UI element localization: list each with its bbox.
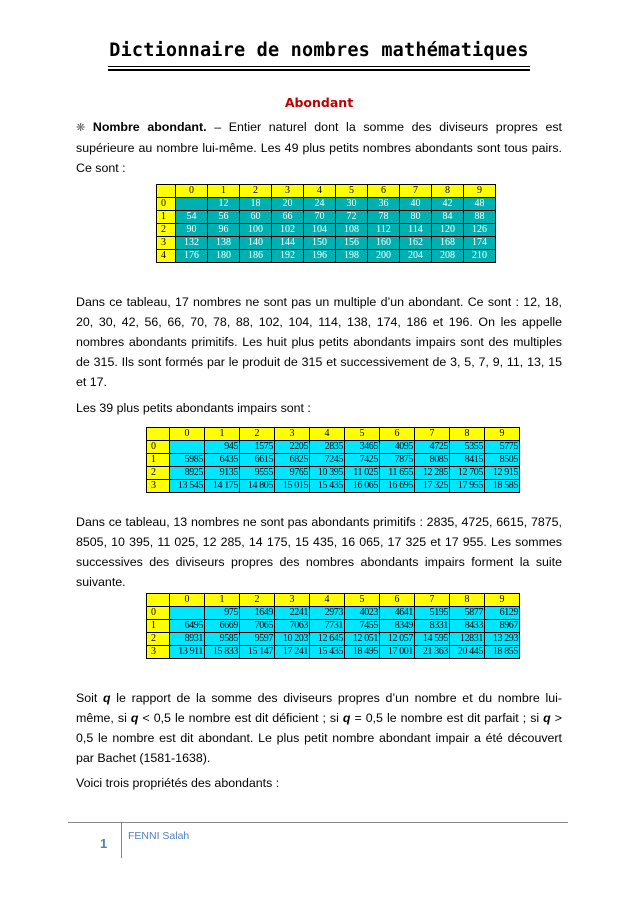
table-cell: 2241: [275, 607, 310, 620]
table-cell: 6615: [240, 454, 275, 467]
table-cell: 162: [400, 237, 432, 250]
table-cell: 8085: [415, 454, 450, 467]
table-cell: 150: [304, 237, 336, 250]
table-cell: [170, 607, 205, 620]
column-header: 7: [415, 428, 450, 441]
paragraph-properties: Voici trois propriétés des abondants :: [76, 776, 280, 790]
paragraph-ratio: [76, 688, 562, 768]
table-cell: 1649: [240, 607, 275, 620]
header-row: [147, 428, 520, 441]
column-header: 8: [450, 594, 485, 607]
table-cell: 36: [368, 198, 400, 211]
table-cell: 6669: [205, 620, 240, 633]
row-header: 0: [147, 441, 170, 454]
table-cell: 100: [240, 224, 272, 237]
table-cell: 12 645: [310, 633, 345, 646]
table-cell: 160: [368, 237, 400, 250]
column-header: 2: [240, 185, 272, 198]
table-cell: 88: [464, 211, 496, 224]
table-cell: 18 495: [345, 646, 380, 659]
table-cell: 8931: [170, 633, 205, 646]
q-var: q: [543, 711, 551, 725]
table-cell: 15 015: [275, 480, 310, 493]
table-cell: 66: [272, 211, 304, 224]
q-var: q: [103, 691, 111, 705]
table-cell: 9585: [205, 633, 240, 646]
table-cell: 126: [464, 224, 496, 237]
table-cell: 108: [336, 224, 368, 237]
ratio-text-1: Soit: [76, 691, 104, 705]
title-container: [0, 40, 638, 61]
table-cell: 200: [368, 250, 400, 263]
table-row: [157, 250, 496, 263]
column-header: 0: [170, 594, 205, 607]
table-cell: 174: [464, 237, 496, 250]
column-header: 7: [415, 594, 450, 607]
table-cell: 975: [205, 607, 240, 620]
table-cell: 7065: [240, 620, 275, 633]
table-cell: 5775: [485, 441, 520, 454]
table-cell: 12831: [450, 633, 485, 646]
column-header: 0: [176, 185, 208, 198]
paragraph-odd-intro: Les 39 plus petits abondants impairs sont :: [76, 401, 311, 415]
abundant-table: [156, 184, 496, 263]
table-cell: 196: [304, 250, 336, 263]
table-cell: [176, 198, 208, 211]
table-cell: 15 435: [310, 480, 345, 493]
column-header: 5: [336, 185, 368, 198]
column-header: 1: [208, 185, 240, 198]
q-var: q: [342, 711, 351, 725]
table-cell: 168: [432, 237, 464, 250]
row-header: 1: [147, 454, 170, 467]
table-cell: 54: [176, 211, 208, 224]
table-cell: 8925: [170, 467, 205, 480]
table-cell: 2973: [310, 607, 345, 620]
table-cell: 7455: [345, 620, 380, 633]
table-cell: 204: [400, 250, 432, 263]
table-cell: 17 001: [380, 646, 415, 659]
table-cell: 13 545: [170, 480, 205, 493]
divisor-sums-table: [146, 593, 520, 659]
footer-rule: [68, 822, 568, 823]
column-header: 7: [400, 185, 432, 198]
page-title: Dictionnaire de nombres mathématiques: [109, 40, 529, 61]
table-cell: 3465: [345, 441, 380, 454]
table-cell: 30: [336, 198, 368, 211]
row-header: 3: [147, 480, 170, 493]
table-cell: 20: [272, 198, 304, 211]
table-cell: 12 057: [380, 633, 415, 646]
table-cell: 114: [400, 224, 432, 237]
column-header: 8: [432, 185, 464, 198]
row-header: 0: [157, 198, 176, 211]
table-cell: 12 285: [415, 467, 450, 480]
section-heading: Abondant: [284, 95, 354, 110]
column-header: 6: [368, 185, 400, 198]
table-cell: 70: [304, 211, 336, 224]
table-cell: 90: [176, 224, 208, 237]
table-cell: 186: [240, 250, 272, 263]
intro-text: – Entier naturel dont la somme des diviseurs propres est supérieure au nombre lui-même. Les 49 plus petits nombres abondants sont tous pairs. Ce sont :: [76, 120, 562, 175]
header-row: [147, 594, 520, 607]
table-cell: 4095: [380, 441, 415, 454]
table-cell: 13 293: [485, 633, 520, 646]
table-cell: 2835: [310, 441, 345, 454]
row-header: 4: [157, 250, 176, 263]
row-header: 2: [147, 633, 170, 646]
table-cell: 138: [208, 237, 240, 250]
table-row: [147, 607, 520, 620]
row-header: 2: [157, 224, 176, 237]
table-cell: 5355: [450, 441, 485, 454]
column-header: 5: [345, 428, 380, 441]
table-row: [147, 441, 520, 454]
table-cell: 5877: [450, 607, 485, 620]
row-header: 1: [147, 620, 170, 633]
column-header: 1: [205, 594, 240, 607]
table-cell: 4023: [345, 607, 380, 620]
footer-divider: [121, 822, 122, 858]
table-cell: 96: [208, 224, 240, 237]
table-row: [157, 198, 496, 211]
table-cell: 7425: [345, 454, 380, 467]
ratio-text-5: > 0,5 le nombre est dit abondant. Le plus petit nombre abondant impair a été découvert par Bachet (1581-1638).: [76, 711, 563, 765]
table-cell: 192: [272, 250, 304, 263]
table-cell: 15 833: [205, 646, 240, 659]
column-header: 6: [380, 428, 415, 441]
ratio-text-3: < 0,5 le nombre est dit déficient ; si: [138, 711, 343, 725]
table-cell: 40: [400, 198, 432, 211]
table-row: [147, 454, 520, 467]
column-header: 4: [310, 594, 345, 607]
column-header: 9: [485, 594, 520, 607]
table-cell: 17 241: [275, 646, 310, 659]
row-header: 3: [157, 237, 176, 250]
title-underline: [108, 66, 530, 67]
table-cell: 945: [205, 441, 240, 454]
table-cell: 12: [208, 198, 240, 211]
table-cell: 7731: [310, 620, 345, 633]
column-header: 2: [240, 428, 275, 441]
table-cell: 78: [368, 211, 400, 224]
table-cell: 5985: [170, 454, 205, 467]
table-cell: 8967: [485, 620, 520, 633]
bullet-icon: ❋: [76, 122, 86, 134]
table-cell: 14 595: [415, 633, 450, 646]
column-header: 3: [275, 428, 310, 441]
table-cell: 4641: [380, 607, 415, 620]
table-cell: 21 363: [415, 646, 450, 659]
table-cell: 5195: [415, 607, 450, 620]
corner-cell: [157, 185, 176, 198]
table-cell: 12 705: [450, 467, 485, 480]
column-header: 9: [464, 185, 496, 198]
table-cell: 9135: [205, 467, 240, 480]
table-cell: 56: [208, 211, 240, 224]
table-cell: 156: [336, 237, 368, 250]
table-cell: 9597: [240, 633, 275, 646]
table-cell: 180: [208, 250, 240, 263]
table-cell: 1575: [240, 441, 275, 454]
table-cell: 7063: [275, 620, 310, 633]
table-cell: 11 655: [380, 467, 415, 480]
table-cell: 18 855: [485, 646, 520, 659]
table-cell: 15 147: [240, 646, 275, 659]
table-row: [147, 620, 520, 633]
ratio-text-4: = 0,5 le nombre est dit parfait ; si: [350, 711, 544, 725]
table-cell: 8331: [415, 620, 450, 633]
column-header: 9: [485, 428, 520, 441]
column-header: 3: [272, 185, 304, 198]
table-row: [157, 237, 496, 250]
table-row: [147, 480, 520, 493]
corner-cell: [147, 594, 170, 607]
table-row: [147, 633, 520, 646]
table-cell: 140: [240, 237, 272, 250]
table-cell: [170, 441, 205, 454]
table-cell: 6129: [485, 607, 520, 620]
table-cell: 9555: [240, 467, 275, 480]
row-header: 2: [147, 467, 170, 480]
q-var: q: [130, 711, 139, 725]
corner-cell: [147, 428, 170, 441]
row-header: 1: [157, 211, 176, 224]
column-header: 4: [304, 185, 336, 198]
table-cell: 8415: [450, 454, 485, 467]
table-cell: 12 915: [485, 467, 520, 480]
table-cell: 11 025: [345, 467, 380, 480]
table-cell: 8433: [450, 620, 485, 633]
table-row: [157, 224, 496, 237]
table-cell: 208: [432, 250, 464, 263]
table-cell: 48: [464, 198, 496, 211]
table-cell: 12 051: [345, 633, 380, 646]
column-header: 0: [170, 428, 205, 441]
table-cell: 42: [432, 198, 464, 211]
table-cell: 18: [240, 198, 272, 211]
ratio-text-2: le rapport de la somme des diviseurs propres d’un nombre et du nombre lui-même, si: [76, 691, 562, 725]
table-cell: 6495: [170, 620, 205, 633]
table-cell: 84: [432, 211, 464, 224]
table-cell: 9765: [275, 467, 310, 480]
table-cell: 14 805: [240, 480, 275, 493]
table-cell: 24: [304, 198, 336, 211]
paragraph-odd-primitive: Dans ce tableau, 13 nombres ne sont pas abondants primitifs : 2835, 4725, 6615, 7875, 8505, 10 395, 11 025, 12 285, 14 175, 15 435, 16 065, 17 325 et 17 955. Les sommes successives des diviseurs propres des nombres abondants impairs forment la suite suivante.: [76, 515, 562, 589]
table-cell: 13 911: [170, 646, 205, 659]
column-header: 4: [310, 428, 345, 441]
table-cell: 6435: [205, 454, 240, 467]
table-cell: 132: [176, 237, 208, 250]
table-cell: 72: [336, 211, 368, 224]
column-header: 1: [205, 428, 240, 441]
table-cell: 20 445: [450, 646, 485, 659]
column-header: 6: [380, 594, 415, 607]
footer-author: FENNI Salah: [128, 830, 190, 842]
page-number: 1: [100, 836, 108, 851]
table-cell: 10 395: [310, 467, 345, 480]
header-row: [157, 185, 496, 198]
table-cell: 17 325: [415, 480, 450, 493]
title-underline-thick: [108, 69, 530, 71]
row-header: 0: [147, 607, 170, 620]
table-cell: 60: [240, 211, 272, 224]
table-cell: 104: [304, 224, 336, 237]
table-cell: 14 175: [205, 480, 240, 493]
table-cell: 176: [176, 250, 208, 263]
table-cell: 4725: [415, 441, 450, 454]
table-cell: 2205: [275, 441, 310, 454]
column-header: 3: [275, 594, 310, 607]
table-cell: 210: [464, 250, 496, 263]
table-cell: 80: [400, 211, 432, 224]
table-cell: 120: [432, 224, 464, 237]
term-label: Nombre abondant.: [92, 120, 207, 134]
table-cell: 10 203: [275, 633, 310, 646]
intro-paragraph: [76, 117, 562, 178]
table-cell: 8349: [380, 620, 415, 633]
table-row: [147, 467, 520, 480]
table-cell: 102: [272, 224, 304, 237]
column-header: 2: [240, 594, 275, 607]
table-cell: 17 955: [450, 480, 485, 493]
table-cell: 15 435: [310, 646, 345, 659]
paragraph-primitive: Dans ce tableau, 17 nombres ne sont pas un multiple d’un abondant. Ce sont : 12, 18, 20, 30, 42, 56, 66, 70, 78, 88, 102, 104, 114, 138, 174, 186 et 196. On les appelle nombres abondants primitifs. Les huit plus petits abondants impairs sont des multiples de 315. Ils sont formés par le produit de 315 et successivement de 3, 5, 7, 9, 11, 13, 15 et 17.: [76, 295, 562, 389]
table-cell: 16 695: [380, 480, 415, 493]
table-row: [147, 646, 520, 659]
table-cell: 18 585: [485, 480, 520, 493]
table-cell: 112: [368, 224, 400, 237]
table-cell: 198: [336, 250, 368, 263]
table-cell: 7245: [310, 454, 345, 467]
table-row: [157, 211, 496, 224]
odd-abundant-table: [146, 427, 520, 493]
table-cell: 8505: [485, 454, 520, 467]
column-header: 5: [345, 594, 380, 607]
table-cell: 7875: [380, 454, 415, 467]
row-header: 3: [147, 646, 170, 659]
column-header: 8: [450, 428, 485, 441]
table-cell: 16 065: [345, 480, 380, 493]
table-cell: 6825: [275, 454, 310, 467]
table-cell: 144: [272, 237, 304, 250]
